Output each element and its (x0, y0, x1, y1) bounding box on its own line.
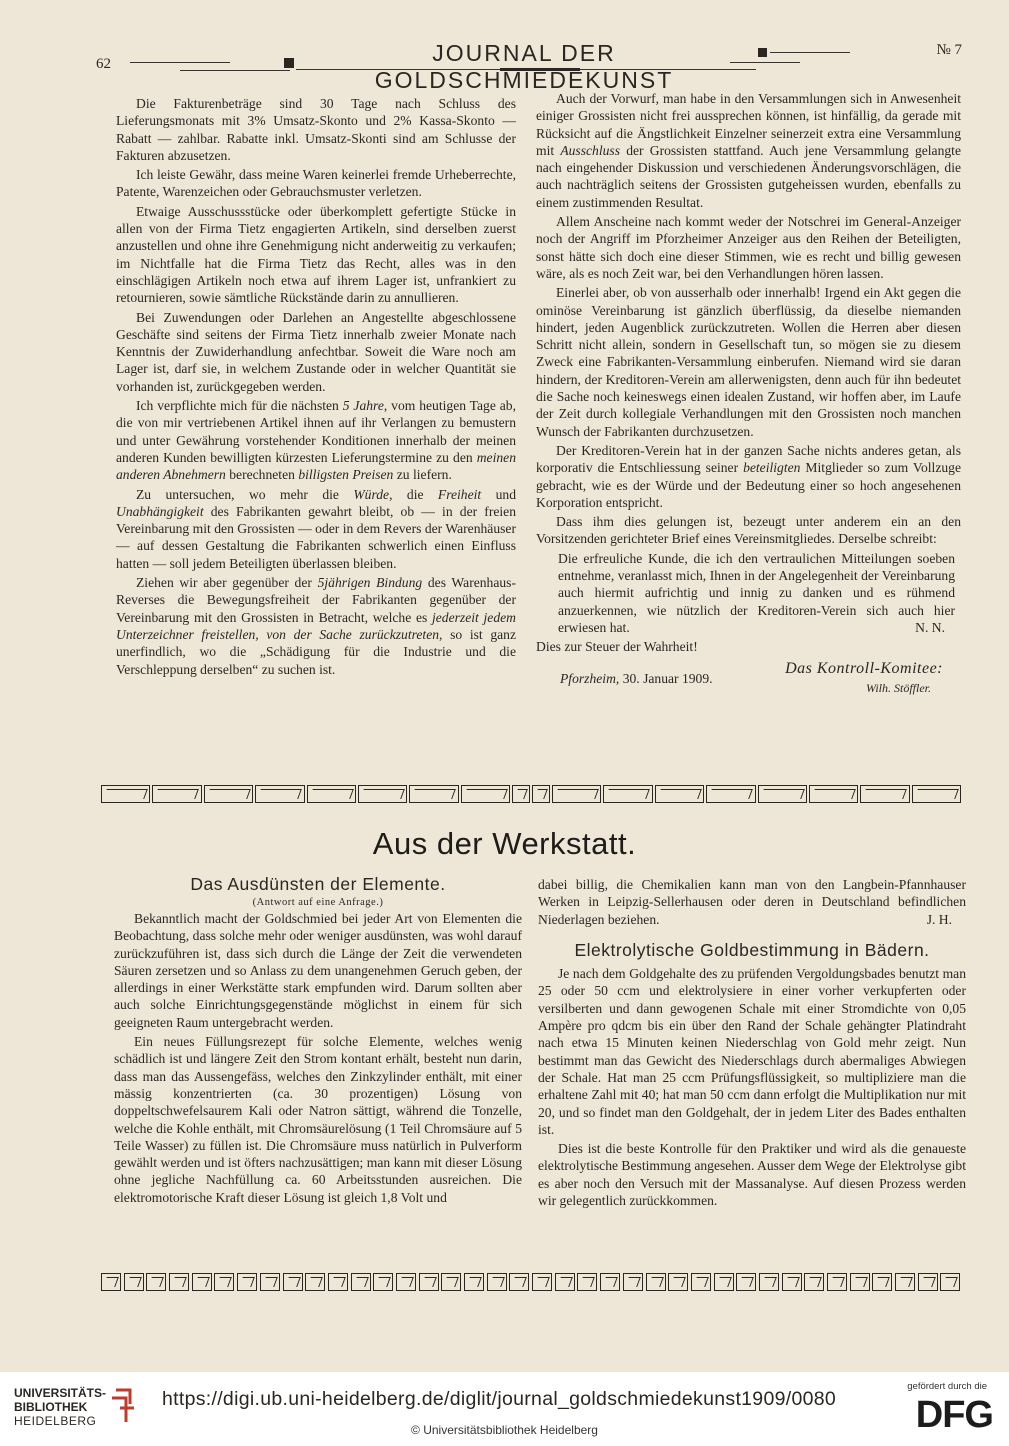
issue-number: № 7 (936, 42, 962, 58)
paragraph: Die Fakturenbeträge sind 30 Tage nach Schluss des Lieferungsmonats mit 3% Umsatz-Skonto und 2% Kassa-Skonto — Rabatt — zahlbar. Rabatte inkl. Umsatz-Skonti sind am Schlusse der Fakturen abzusetzen. (116, 96, 516, 163)
paragraph: Je nach dem Goldgehalte des zu prüfenden Vergoldungsbades benutzt man 25 oder 50 ccm und elektrolysiere in einer vorher verkupferten oder versilberten und dann gewogenen Schale mit einer Stromdichte von 0,05 Ampère pro qdcm bis ein über den Rand der Schale gehängter Platindraht nach etwa 15 Minuten keinen Niederschlag von Gold mehr zeigt. Nun bestimmt man das Gewicht des Niederschlags durch abermaliges Abwiegen der Schale. Hat man 25 ccm Prüfungsflüssigkeit, so multipliziere man die erhaltene Zahl mit 40; hat man 50 ccm dann erfolgt die Multiplikation nur mit 20, und so findet man den Goldgehalt, der in jedem Liter des Bades enthalten ist. (538, 966, 966, 1137)
bottom-left-column (114, 910, 522, 1208)
paragraph: Dass ihm dies gelungen ist, bezeugt unter anderem ein an den Vorsitzenden gerichteter Brief eines Vereinsmitgliedes. Derselbe schreibt: (536, 514, 961, 547)
header-ornament-right (758, 48, 767, 57)
paragraph: Einerlei aber, ob von ausserhalb oder innerhalb! Irgend ein Akt gegen die ominöse Vereinbarung ist gänzlich überflüssig, da dieselbe niemanden hindert, jeden Augenblick zurückzutreten. Wollen die Herren aber diesen Schritt nicht allein, sondern in Gesellschaft tun, so mögen sie zu diesem Zweck eine Fabrikanten-Versammlung einberufen. Niemand wird sie daran hindern, der Kreditoren-Verein am allerwenigsten, denn auch für ihn bedeutet die Sache noch keineswegs einen idealen Zustand, wir hoffen aber, im Laufe der Zeit durch kollegiale Verhandlungen mit den Grossisten noch manchen Wunsch der Fabrikanten durchzusetzen. (536, 285, 961, 439)
paragraph: Ich leiste Gewähr, dass meine Waren keinerlei fremde Urheberrechte, Patente, Warenzeichen oder Gebrauchsmuster verletzen. (116, 167, 516, 200)
paragraph: Etwaige Ausschussstücke oder überkomplett gefertigte Stücke in allen von der Firma Tietz engagierten Artikeln, sind derselben zuerst anzustellen und ohne ihre Genehmigung nicht anderweitig zu verkaufen; im Nichtfalle hat die Firma Tietz das Recht, alles was in den einschlägigen Artikeln noch etwa auf ihrem Lager ist, unfrankiert zu retournieren, sowie sämtliche Rückstände darin zu annullieren. (116, 203, 516, 306)
paragraph: Auch der Vorwurf, man habe in den Versammlungen sich in Anwesenheit einiger Grossisten nicht frei aussprechen können, ist hinfällig, da gerade mit Rücksicht auf die Ängstlichkeit Einzelner seinerzeit extra eine Versammlung mit Ausschluss der Grossisten stattfand. Auch jene Versammlung gelangte nach eingehender Diskussion und verschiedenen Änderungsvorschlägen, die auch nachträglich seitens der Grossisten gutgeheissen wurden, ebenfalls zu einem zustimmenden Resultat. (536, 91, 961, 210)
paragraph: Ziehen wir aber gegenüber der 5jährigen Bindung des Warenhaus-Reverses die Bewegungsfreiheit der Fabrikanten gegenüber der Vereinbarung mit den Grossisten in Betracht, welche es jederzeit jedem Unterzeichner freistellen, von der Sache zurückzutreten, so ist ganz unerfindlich, wo die „Schädigung für die Industrie und die Verschleppung derselben“ zu suchen ist. (116, 575, 517, 677)
library-logo: UNIVERSITÄTS- BIBLIOTHEK HEIDELBERG (14, 1386, 107, 1428)
copyright-notice: © Universitätsbibliothek Heidelberg (411, 1423, 598, 1437)
article1-subtitle: (Antwort auf eine Anfrage.) (252, 897, 384, 908)
paragraph: Der Kreditoren-Verein hat in der ganzen Sache nichts anderes getan, als korporativ die Entschliessung seiner beteiligten Mitglieder so zum Vollzuge gebracht, wie es der Würde und der Bedeutung einer so hoch angesehenen Korporation entspricht. (536, 442, 961, 510)
paragraph: Allem Anscheine nach kommt weder der Notschrei im General-Anzeiger noch der Angriff im Pforzheimer Anzeiger aus den Reihen der Beteiligten, sonst hätte sich doch eine dieser Stimmen, wie es recht und billig gewesen wäre, als es noch Zeit war, bei den Verhandlungen hören lassen. (536, 214, 961, 281)
library-mark-icon (108, 1384, 138, 1428)
letter-quote (536, 550, 961, 636)
paragraph: Bekanntlich macht der Goldschmied bei jeder Art von Elementen die Beobachtung, dass solche mehr oder weniger ausdünsten, was wohl darauf zurückzuführen ist, dass sich durch die Länge der Zeit die verwendeten Säuren zersetzen und so Anlass zu dem unangenehmen Geruch geben, der allerdings in einer Werkstätte stark empfunden wird. Darum sollten aber auch solche Einrichtungsgegenstände möglichst in einem für sich geeigneten Raum untergebracht werden. (114, 911, 522, 1030)
quote-signature: N. N. (915, 619, 945, 635)
article1-title: Das Ausdünsten der Elemente. (190, 874, 446, 894)
paragraph: Ich verpflichte mich für die nächsten 5 Jahre, vom heutigen Tage ab, die von mir vertriebenen Artikel ihnen auf ihr Verlangen zu bemustern und unter Gewährung vorstehender Konditionen innerhalb der meinen anderen Kunden bewilligten kürzesten Lieferungstermine zu den meinen anderen Abnehmern berechneten billigsten Preisen zu liefern. (116, 398, 517, 483)
dfg-logo: DFG (915, 1394, 993, 1436)
funded-by-label: gefördert durch die (907, 1381, 987, 1392)
ornament-band-top (100, 783, 962, 805)
paragraph: Dies zur Steuer der Wahrheit! (536, 639, 698, 655)
header-ornament-left (284, 58, 294, 68)
page-header (90, 38, 970, 93)
signature-block (536, 660, 961, 698)
article2-title: Elektrolytische Goldbestimmung in Bädern. (574, 939, 930, 960)
journal-title: JOURNAL DER GOLDSCHMIEDEKUNST (374, 40, 674, 93)
paragraph: Dies ist die beste Kontrolle für den Praktiker und wird als die genaueste elektrolytische Bestimmung angesehen. Ausser dem Wege der Elektrolyse gibt es aber noch den Versuch mit der Massanalyse. Auf diesen Prozess werden wir gelegentlich zurückkommen. (538, 1141, 966, 1209)
quote-text: Die erfreuliche Kunde, die ich den vertraulichen Mitteilungen soeben entnehme, veranlasst mich, Ihnen in der Angelegenheit der Vereinbarung auch hiermit aufrichtig und innig zu danken und es rühmend anzuerkennen, wie nützlich der Kreditoren-Verein sich auch hier erwiesen hat. N. N. (558, 550, 955, 635)
top-right-column (536, 90, 961, 698)
paragraph: dabei billig, die Chemikalien kann man von den Langbein-Pfannhauser Werken in Leipzig-Sellerhausen oder deren in Deutschland befindlichen Niederlagen beziehen. J. H. (538, 877, 966, 927)
top-left-column (116, 95, 516, 680)
footer-bar (0, 1372, 1009, 1446)
bottom-right-column (538, 876, 966, 1211)
paragraph: Zu untersuchen, wo mehr die Würde, die Freiheit und Unabhängigkeit des Fabrikanten gewahrt bleibt, ob — in der freien Vereinbarung mit den Grossisten — oder in dem Revers der Warenhäuser — auf dessen Gestaltung die Fabrikanten schwerlich einen Einfluss hatten — soll jedem Beteiligten überlassen bleiben. (116, 486, 516, 571)
ornament-band-bottom (100, 1271, 962, 1293)
header-rule-left-lower (180, 70, 290, 71)
paragraph: Bei Zuwendungen oder Darlehen an Angestellte abgeschlossene Geschäfte sind seitens der Firma Tietz innerhalb zweier Monate nach Kenntnis der Zuwiderhandlung anfechtbar. Soweit die Ware noch am Lager ist, darf sie, in welchem Zustande oder in welcher Quantität sie vorhanden ist, zurückgegeben werden. (116, 309, 516, 394)
signature-place: Pforzheim, 30. Januar 1909. (560, 670, 713, 686)
article1-signature: J. H. (926, 911, 952, 927)
document-url-link[interactable]: https://digi.ub.uni-heidelberg.de/diglit/journal_goldschmiedekunst1909/0080 (162, 1388, 837, 1410)
header-rule-left (130, 62, 230, 63)
signature-committee: Das Kontroll-Komitee: (785, 659, 943, 677)
page-number: 62 (96, 56, 111, 72)
paragraph: Ein neues Füllungsrezept für solche Elemente, welches wenig schädlich ist und längere Zeit den Strom kontant erhält, besteht nun darin, dass man das Aussengefäss, welches den Zinkzylinder enthält, mit einer mässig konzentrierten (ca. 30 prozentigen) Lösung von doppeltschwefelsaurem Kali oder Natron sättigt, während die Tonzelle, welche die Kohle enthält, mit Chromsäurelösung (1 Teil Chromsäure auf 5 Teile Wasser) zu füllen ist. Die Chromsäure muss natürlich in Pulverform gewählt werden und ist öfters nachzusättigen; man kann mit dieser Lösung ohne jegliche Nachfüllung ca. 60 Arbeitsstunden ausreichen. Die elektromotorische Kraft dieser Lösung ist gleich 1,8 Volt und (114, 1034, 522, 1205)
section-title: Aus der Werkstatt. (372, 826, 637, 861)
header-rule-right (770, 52, 850, 53)
header-rule-right-lower (730, 62, 800, 63)
signature-person: Wilh. Stöffler. (865, 680, 931, 695)
